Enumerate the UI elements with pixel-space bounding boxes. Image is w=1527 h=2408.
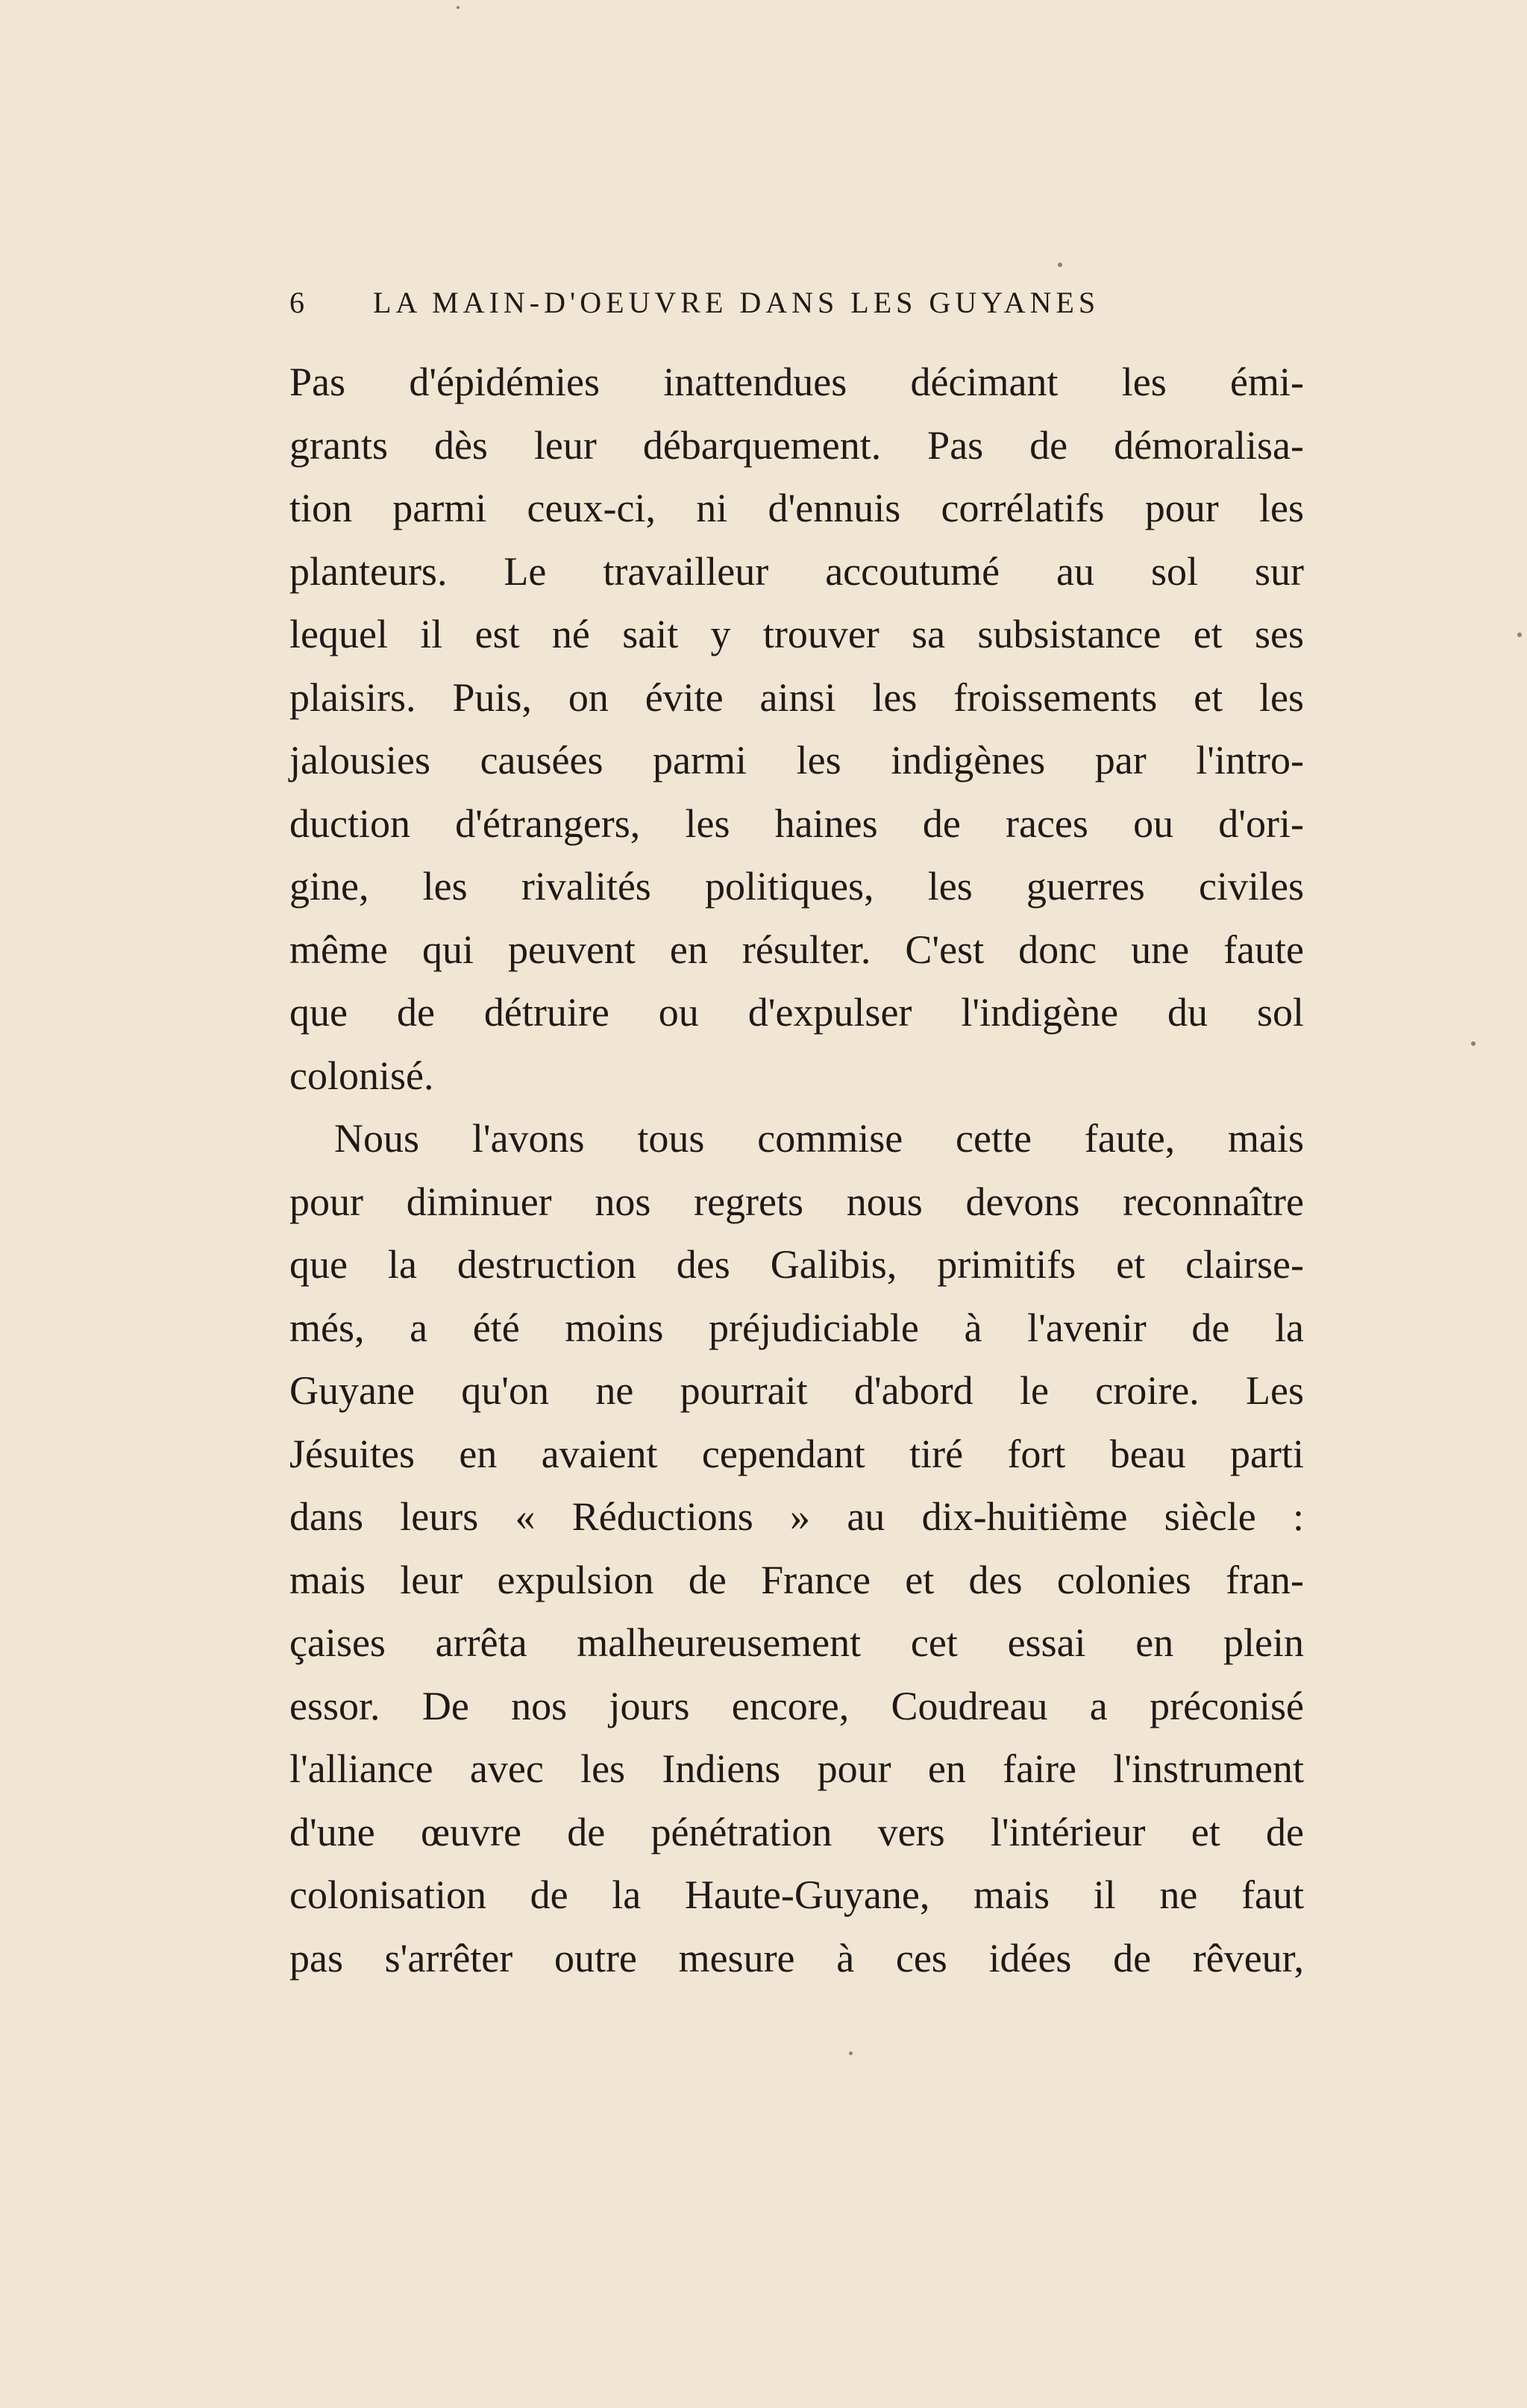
text-line: Nous l'avons tous commise cette faute, mais: [334, 1116, 1304, 1161]
paper-speck: [457, 6, 460, 9]
text-line: jalousies causées parmi les indigènes par l'intro-: [289, 738, 1304, 783]
text-line: même qui peuvent en résulter. C'est donc une faute: [289, 926, 1304, 972]
text-line: Jésuites en avaient cependant tiré fort beau parti: [289, 1431, 1304, 1476]
paper-speck: [1517, 633, 1522, 637]
running-title: LA MAIN-D'OEUVRE DANS LES GUYANES: [373, 286, 1100, 319]
text-line: mais leur expulsion de France et des colonies fran-: [289, 1557, 1304, 1602]
paper-speck: [849, 2051, 853, 2055]
text-line: grants dès leur débarquement. Pas de démoralisa-: [289, 422, 1304, 468]
running-header: [289, 285, 1289, 330]
text-line: plaisirs. Puis, on évite ainsi les froissements et les: [289, 674, 1304, 720]
text-line: que de détruire ou d'expulser l'indigène du sol: [289, 990, 1304, 1035]
text-line: çaises arrêta malheureusement cet essai en plein: [289, 1620, 1304, 1665]
text-line: tion parmi ceux-ci, ni d'ennuis corrélatifs pour les: [289, 486, 1304, 530]
text-line: dans leurs « Réductions » au dix-huitième siècle :: [289, 1494, 1304, 1539]
text-line: colonisé.: [289, 1053, 434, 1098]
text-line: colonisation de la Haute-Guyane, mais il ne faut: [289, 1872, 1304, 1917]
paper-speck: [1471, 1041, 1476, 1046]
text-line: duction d'étrangers, les haines de races ou d'ori-: [289, 800, 1304, 846]
page-number: 6: [289, 286, 309, 319]
paragraph-1: [289, 351, 1304, 1107]
body-text: [289, 351, 1304, 1990]
text-line: planteurs. Le travailleur accoutumé au sol sur: [289, 548, 1304, 594]
paragraph-2: [289, 1107, 1304, 1990]
text-line: lequel il est né sait y trouver sa subsistance et ses: [289, 612, 1304, 656]
text-line: Pas d'épidémies inattendues décimant les émi-: [289, 360, 1304, 404]
text-line: pour diminuer nos regrets nous devons reconnaître: [289, 1179, 1304, 1224]
text-line: Guyane qu'on ne pourrait d'abord le croire. Les: [289, 1368, 1304, 1413]
paper-speck: [1058, 263, 1062, 267]
text-line: que la destruction des Galibis, primitifs et clairse-: [289, 1242, 1304, 1287]
text-line: l'alliance avec les Indiens pour en faire l'instrument: [289, 1746, 1304, 1791]
text-line: d'une œuvre de pénétration vers l'intérieur et de: [289, 1809, 1304, 1854]
text-line: més, a été moins préjudiciable à l'avenir de la: [289, 1305, 1304, 1350]
text-line: essor. De nos jours encore, Coudreau a préconisé: [289, 1683, 1304, 1728]
text-line: gine, les rivalités politiques, les guerres civiles: [289, 864, 1304, 909]
text-line: pas s'arrêter outre mesure à ces idées de rêveur,: [289, 1935, 1304, 1981]
